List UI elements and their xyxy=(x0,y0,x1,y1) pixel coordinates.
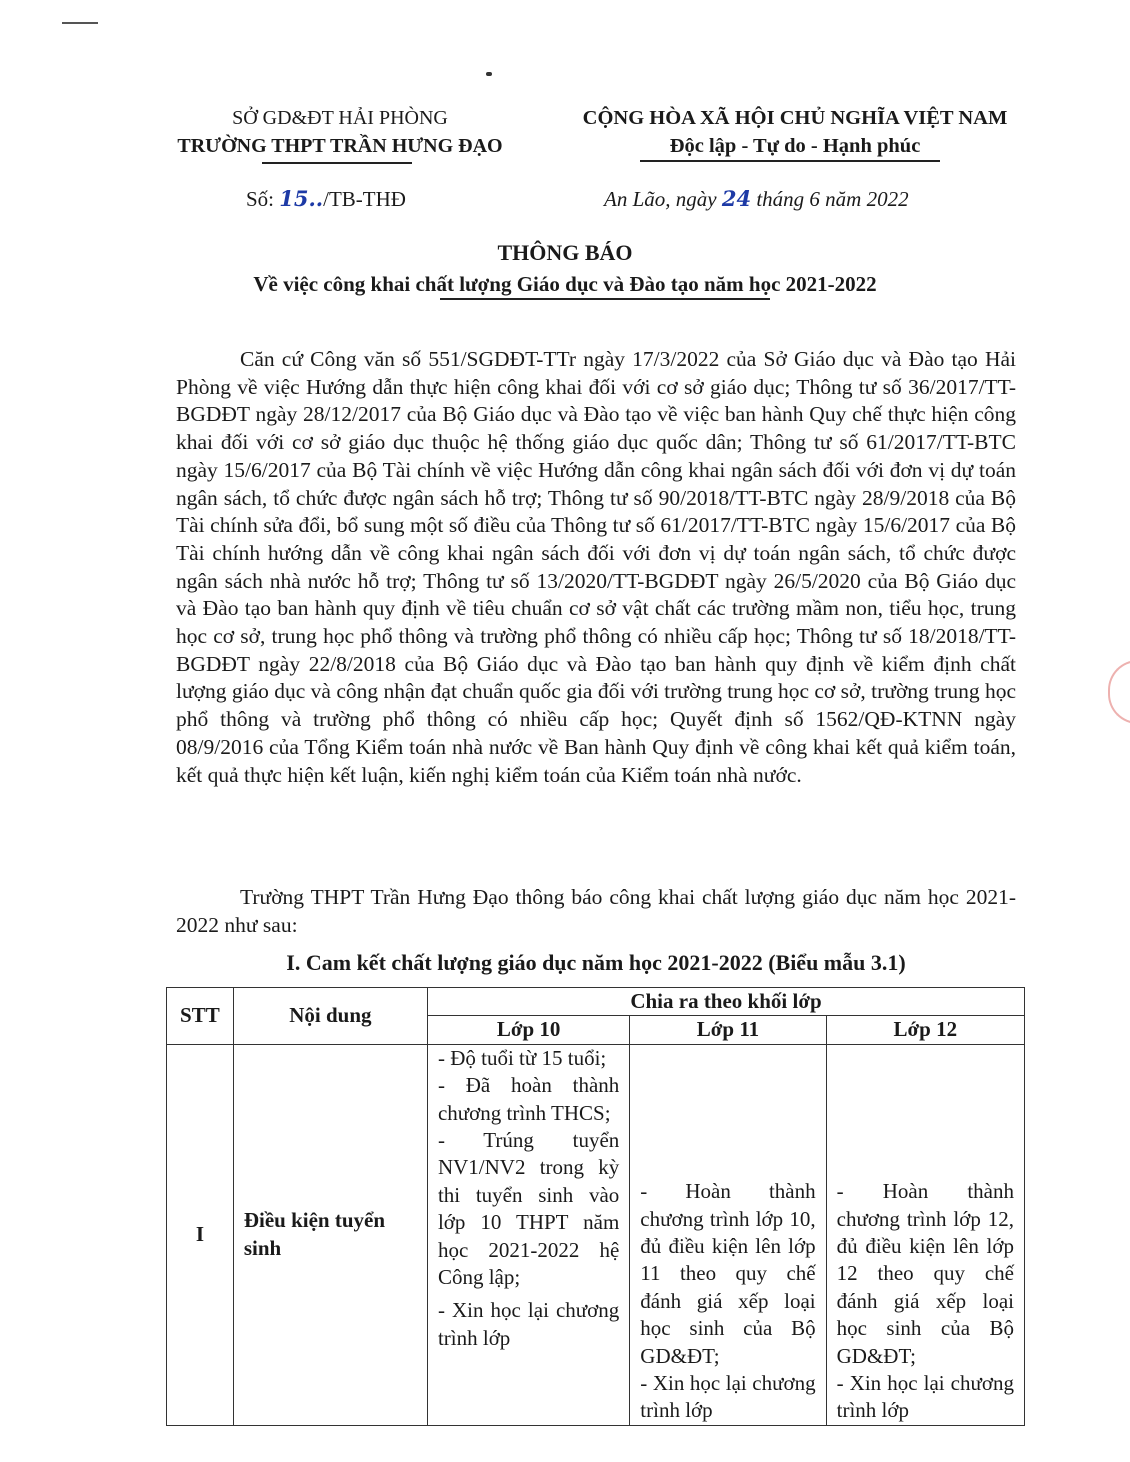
national-heading xyxy=(555,104,1035,160)
issuing-authority xyxy=(150,104,530,160)
document-number xyxy=(246,186,406,212)
department-name: SỞ GD&ĐT HẢI PHÒNG xyxy=(232,107,448,129)
header-grade-12: Lớp 12 xyxy=(826,1016,1024,1044)
school-name: TRƯỜNG THPT TRẦN HƯNG ĐẠO xyxy=(177,135,503,157)
date-suffix: tháng 6 năm 2022 xyxy=(751,187,909,211)
doc-number-prefix: Số: xyxy=(246,187,280,211)
condition-item: - Trúng tuyển NV1/NV2 trong kỳ thi tuyển sinh vào lớp 10 THPT năm học 2021-2022 hệ Công lập; xyxy=(437,1128,620,1290)
date-day-handwritten: 24 xyxy=(721,186,752,211)
condition-item: - Đã hoàn thành chương trình THCS; xyxy=(437,1073,620,1125)
table-row xyxy=(167,1044,1025,1425)
section-title: I. Cam kết chất lượng giáo dục năm học 2021-2022 (Biểu mẫu 3.1) xyxy=(286,950,906,975)
table-header-row xyxy=(167,988,1025,1016)
grade-12-conditions xyxy=(826,1044,1024,1425)
subtitle-underline xyxy=(440,298,770,300)
scan-dot xyxy=(486,72,492,76)
legal-basis-paragraph: Căn cứ Công văn số 551/SGDĐT-TTr ngày 17/3/2022 của Sở Giáo dục và Đào tạo Hải Phòng về việc Hướng dẫn thực hiện công khai đối với cơ sở giáo dục; Thông tư số 36/2017/TT-BGDĐT ngày 28/12/2017 của Bộ Giáo dục và Đào tạo về việc ban hành Quy chế thực hiện công khai đối với cơ sở giáo dục thuộc hệ thống giáo dục quốc dân; Thông tư số 61/2017/TT-BTC ngày 15/6/2017 của Bộ Tài chính về việc Hướng dẫn công khai ngân sách đối với đơn vị dự toán ngân sách, tổ chức được ngân sách hỗ trợ; Thông tư số 90/2018/TT-BTC ngày 28/9/2018 của Bộ Tài chính sửa đổi, bổ sung một số điều của Thông tư số 61/2017/TT-BTC ngày 15/6/2017 của Bộ Tài chính hướng dẫn về công khai ngân sách đối với đơn vị dự toán ngân sách, tổ chức được ngân sách nhà nước hỗ trợ; Thông tư số 13/2020/TT-BGDĐT ngày 26/5/2020 của Bộ Giáo dục và Đào tạo ban hành quy định về tiêu chuẩn cơ sở vật chất các trường mầm non, tiểu học, trung học cơ sở, trung học phổ thông và trường phổ thông có nhiều cấp học; Thông tư số 18/2018/TT-BGDĐT ngày 22/8/2018 của Bộ Giáo dục và Đào tạo ban hành quy định về kiểm định chất lượng giáo dục và công nhận đạt chuẩn quốc gia đối với trường trung học cơ sở, trường trung học phổ thông và trường phổ thông có nhiều cấp học; Quyết định số 1562/QĐ-KTNN ngày 08/9/2016 của Tổng Kiểm toán nhà nước về Ban hành Quy định về công khai kết quả kiểm toán, kết quả thực hiện kết luận, kiến nghị kiểm toán của Kiểm toán nhà nước. xyxy=(176,347,1016,787)
red-seal-edge xyxy=(1108,660,1130,724)
country-name: CỘNG HÒA XÃ HỘI CHỦ NGHĨA VIỆT NAM xyxy=(582,107,1008,129)
header-grade-group: Chia ra theo khối lớp xyxy=(427,988,1024,1016)
document-subtitle: Về việc công khai chất lượng Giáo dục và Đào tạo năm học 2021-2022 xyxy=(253,272,877,296)
header-stt: STT xyxy=(167,988,234,1045)
date-prefix: An Lão, ngày xyxy=(604,187,722,211)
grade-10-conditions xyxy=(427,1044,629,1425)
document-date xyxy=(604,186,909,212)
grade-11-conditions xyxy=(630,1044,826,1425)
scan-mark xyxy=(62,22,98,24)
header-grade-10: Lớp 10 xyxy=(427,1016,629,1044)
condition-item: - Độ tuổi từ 15 tuổi; xyxy=(437,1045,607,1070)
header-grade-11: Lớp 11 xyxy=(630,1016,826,1044)
condition-item: - Hoàn thành chương trình lớp 12, đủ điều kiện lên lớp 12 theo quy chế đánh giá xếp loại học sinh của Bộ GD&ĐT; xyxy=(836,1179,1014,1368)
condition-item: - Hoàn thành chương trình lớp 10, đủ điều kiện lên lớp 11 theo quy chế đánh giá xếp loại học sinh của Bộ GD&ĐT; xyxy=(640,1179,816,1368)
condition-item: - Xin học lại chương trình lớp xyxy=(437,1298,620,1350)
header-content: Nội dung xyxy=(233,988,427,1045)
quality-commitment-table xyxy=(166,987,1025,1426)
national-motto: Độc lập - Tự do - Hạnh phúc xyxy=(669,135,921,157)
condition-item: - Xin học lại chương trình lớp xyxy=(640,1371,816,1423)
motto-underline xyxy=(640,160,940,162)
doc-number-handwritten: 15.. xyxy=(279,186,324,211)
document-title: THÔNG BÁO xyxy=(497,240,633,265)
row-content: Điều kiện tuyển sinh xyxy=(233,1044,427,1425)
condition-item: - Xin học lại chương trình lớp xyxy=(836,1371,1014,1423)
doc-number-suffix: /TB-THĐ xyxy=(323,187,406,211)
row-stt: I xyxy=(167,1044,234,1425)
authority-underline xyxy=(262,162,412,164)
announcement-paragraph: Trường THPT Trần Hưng Đạo thông báo công khai chất lượng giáo dục năm học 2021-2022 như sau: xyxy=(176,885,1016,937)
